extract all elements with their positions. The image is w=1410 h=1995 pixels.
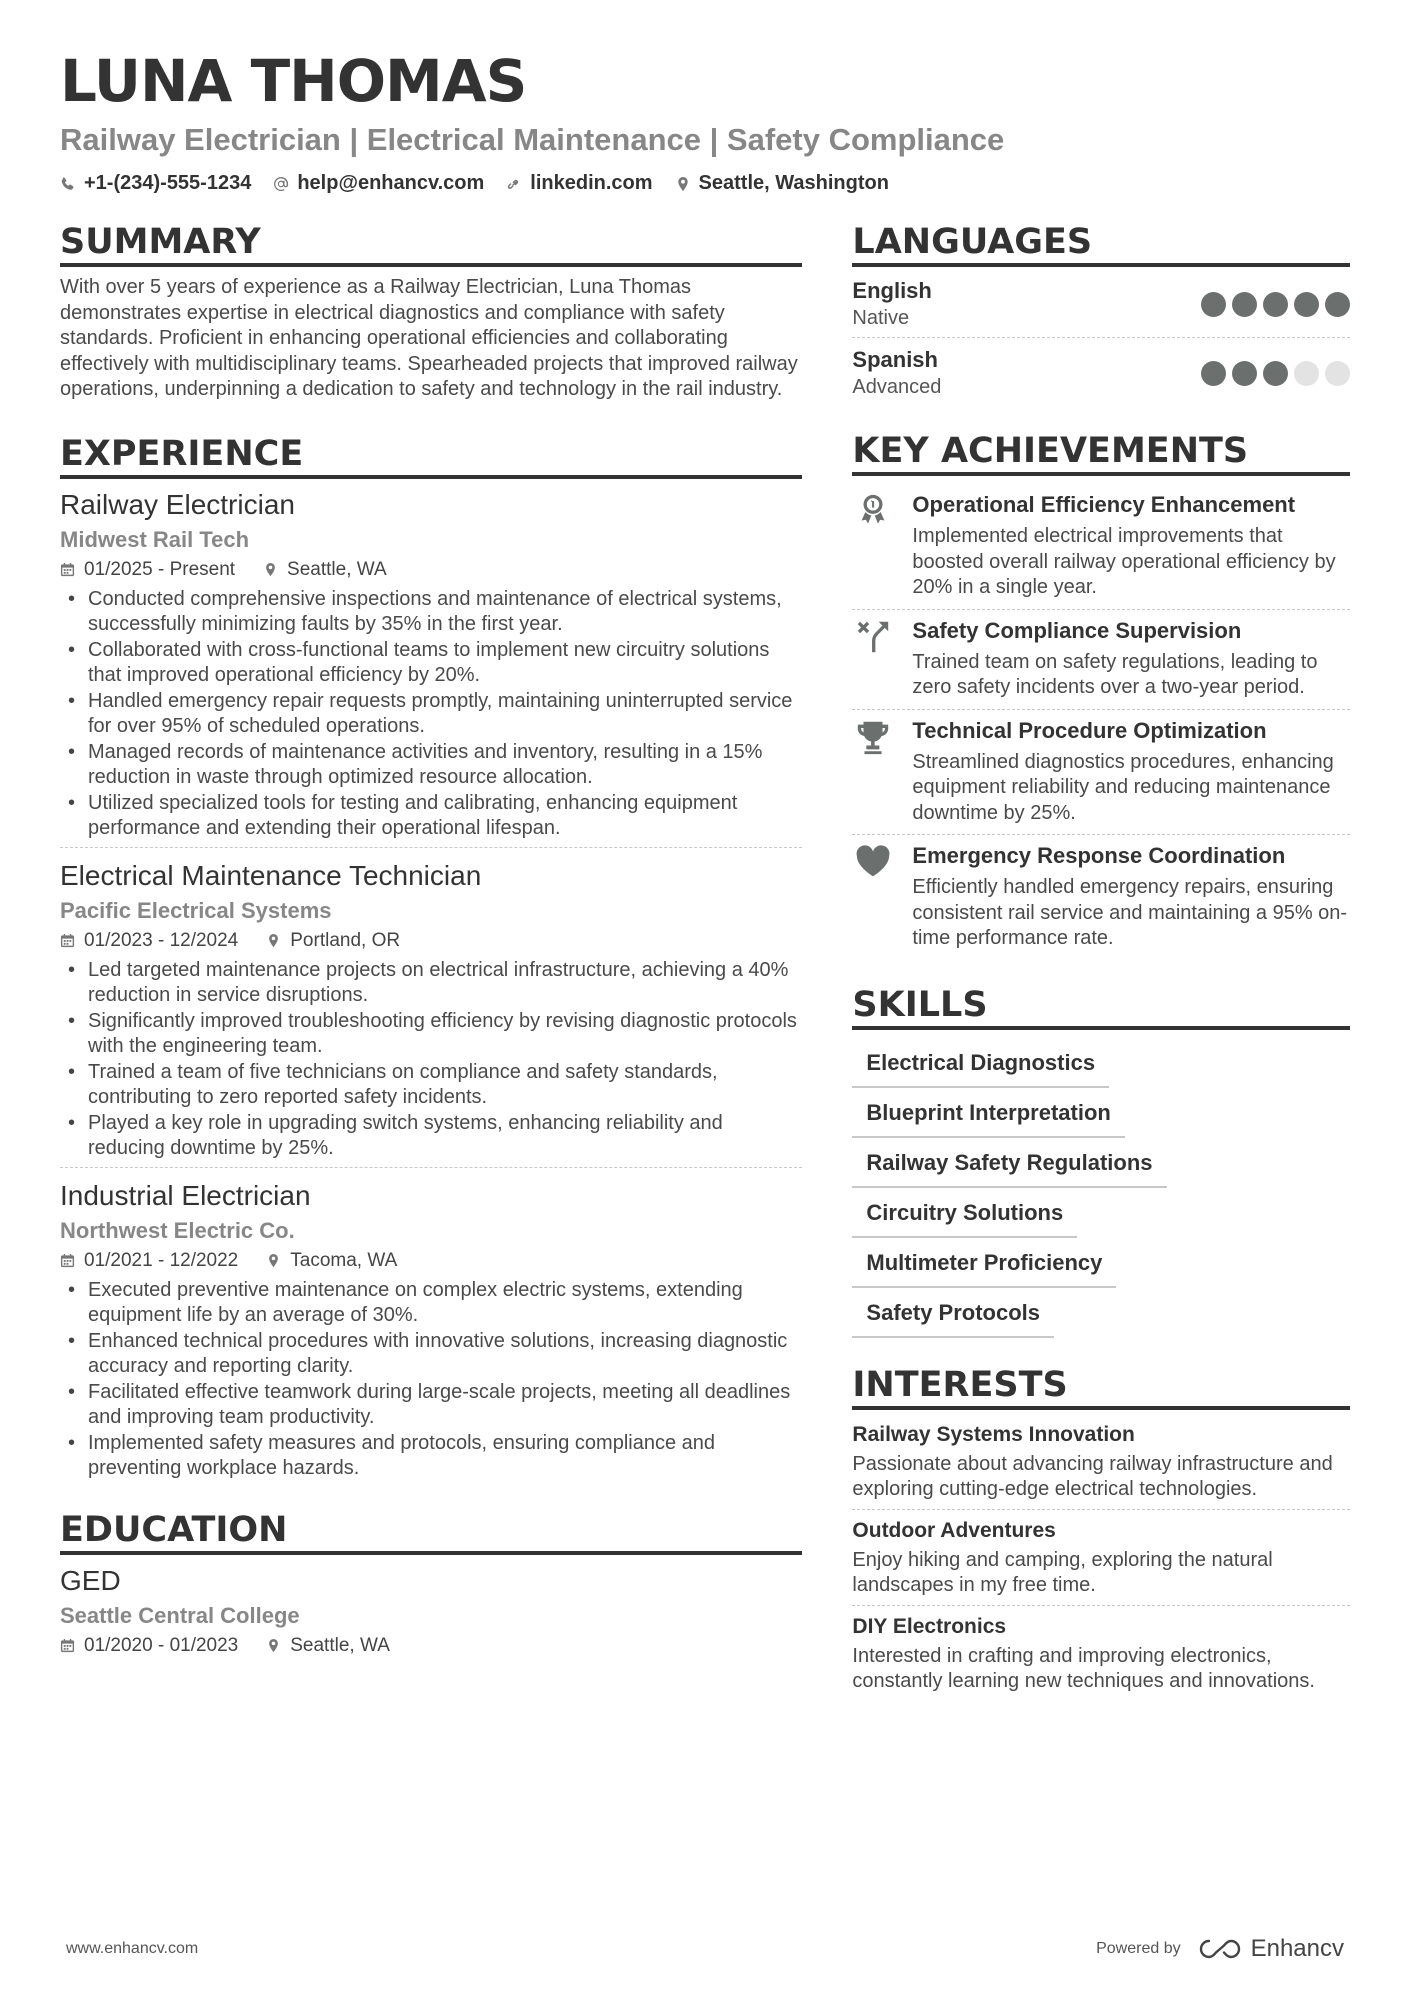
bullet-item: • Conducted comprehensive inspections and maintenance of electrical systems, successfully minimizing faults by 35% in the first year. [60, 587, 802, 638]
link-text: linkedin.com [530, 172, 653, 194]
achievement-item [852, 710, 1350, 836]
contact-email[interactable] [273, 172, 484, 195]
location-text: Seattle, Washington [698, 172, 889, 194]
language-rating [1201, 292, 1350, 317]
heart-icon [852, 841, 894, 952]
link-icon [506, 176, 522, 192]
rating-dot-empty [1325, 361, 1350, 386]
language-item [852, 344, 1350, 406]
languages-section [852, 221, 1350, 406]
skill-tag: Electrical Diagnostics [852, 1038, 1109, 1088]
languages-heading: LANGUAGES [852, 221, 1350, 267]
bullet-item: • Significantly improved troubleshooting efficiency by revising diagnostic protocols with the engineering team. [60, 1009, 802, 1060]
job-location-text: Tacoma, WA [290, 1249, 398, 1271]
interest-desc: Passionate about advancing railway infrastructure and exploring cutting-edge electrical technologies. [852, 1452, 1333, 1500]
bullet-item: • Managed records of maintenance activities and inventory, resulting in a 15% reduction in waste through optimized resource allocation. [60, 740, 802, 791]
job-dates [60, 1246, 238, 1276]
candidate-name: LUNA THOMAS [60, 47, 527, 115]
page-footer [66, 1935, 1344, 1963]
phone-text: +1-(234)-555-1234 [84, 172, 252, 194]
brand-logo[interactable] [1197, 1935, 1344, 1963]
bullet-item: • Played a key role in upgrading switch systems, enhancing reliability and reducing downtime by 25%. [60, 1111, 802, 1162]
job-meta [60, 926, 802, 956]
calendar-icon [60, 1253, 75, 1268]
job-location-text: Seattle, WA [287, 558, 387, 580]
bullet-item: • Handled emergency repair requests promptly, maintaining uninterrupted service for over 95% of scheduled operations. [60, 689, 802, 740]
bullet-item: • Executed preventive maintenance on complex electric systems, extending equipment life by an average of 30%. [60, 1278, 802, 1329]
interest-desc: Enjoy hiking and camping, exploring the natural landscapes in my free time. [852, 1548, 1273, 1596]
contact-location [675, 172, 889, 195]
job-meta [60, 1246, 802, 1276]
calendar-icon [60, 933, 75, 948]
job-bullets [60, 1278, 802, 1482]
school-name: Seattle Central College [60, 1602, 300, 1628]
education-dates-text: 01/2020 - 01/2023 [84, 1634, 239, 1656]
degree-name: GED [60, 1564, 121, 1596]
education-location-text: Seattle, WA [290, 1634, 390, 1656]
job-location [266, 926, 400, 956]
education-heading: EDUCATION [60, 1509, 802, 1555]
job-bullets [60, 587, 802, 842]
achievement-title: Technical Procedure Optimization [912, 717, 1267, 743]
job-entry [60, 858, 802, 1168]
bullet-item: • Utilized specialized tools for testing and calibrating, enhancing equipment performance and extending their operational lifespan. [60, 791, 802, 842]
summary-section [60, 221, 802, 403]
contact-phone[interactable] [60, 172, 251, 195]
job-dates-text: 01/2021 - 12/2022 [84, 1249, 239, 1271]
skills-list [852, 1038, 1350, 1338]
bullet-item: • Led targeted maintenance projects on electrical infrastructure, achieving a 40% reduction in service disruptions. [60, 958, 802, 1009]
summary-text: With over 5 years of experience as a Railway Electrician, Luna Thomas demonstrates expertise in electrical diagnostics and compliance with safety standards. Proficient in enhancing operational efficiencies and collaborating effectively with multidisciplinary teams. Spearheaded projects that improved railway operations, underpinning a dedication to safety and technology in the rail industry. [60, 276, 798, 400]
rating-dot-filled [1263, 361, 1288, 386]
left-column [60, 221, 802, 1705]
achievement-item [852, 835, 1350, 960]
resume-columns [60, 221, 1350, 1705]
achievement-item [852, 610, 1350, 710]
resume-header [60, 0, 1350, 195]
interest-title: Railway Systems Innovation [852, 1422, 1135, 1446]
rating-dot-filled [1232, 361, 1257, 386]
interest-desc: Interested in crafting and improving electronics, constantly learning new techniques and innovations. [852, 1644, 1315, 1692]
interest-item [852, 1610, 1350, 1701]
location-pin-icon [263, 562, 278, 577]
interests-section [852, 1364, 1350, 1701]
trophy-icon [852, 716, 894, 827]
achievement-item [852, 484, 1350, 610]
rating-dot-filled [1325, 292, 1350, 317]
job-dates [60, 926, 238, 956]
education-location [266, 1631, 390, 1661]
job-entry [60, 1178, 802, 1487]
calendar-icon [60, 1638, 75, 1653]
bullet-item: • Implemented safety measures and protocols, ensuring compliance and preventing workplace hazards. [60, 1431, 802, 1482]
rating-dot-filled [1201, 361, 1226, 386]
candidate-headline: Railway Electrician | Electrical Maintenance | Safety Compliance [60, 122, 1005, 157]
brand-name: Enhancv [1250, 1935, 1344, 1962]
enhancv-logo-icon [1197, 1937, 1243, 1961]
award-ribbon-icon [852, 490, 894, 601]
achievement-title: Safety Compliance Supervision [912, 617, 1242, 643]
achievement-desc: Implemented electrical improvements that boosted overall railway operational efficiency by 20% in a single year. [912, 525, 1336, 598]
achievements-section [852, 430, 1350, 960]
powered-by [1096, 1935, 1344, 1963]
company-name: Midwest Rail Tech [60, 526, 250, 552]
job-location [266, 1246, 397, 1276]
job-dates-text: 01/2023 - 12/2024 [84, 929, 239, 951]
experience-heading: EXPERIENCE [60, 433, 802, 479]
rating-dot-filled [1294, 292, 1319, 317]
bullet-item: • Facilitated effective teamwork during large-scale projects, meeting all deadlines and improving team productivity. [60, 1380, 802, 1431]
job-dates-text: 01/2025 - Present [84, 558, 236, 580]
language-level: Advanced [852, 376, 942, 398]
skill-tag: Blueprint Interpretation [852, 1088, 1124, 1138]
achievement-desc: Streamlined diagnostics procedures, enhancing equipment reliability and reducing maintenance downtime by 25%. [912, 750, 1334, 824]
powered-by-label: Powered by [1096, 1940, 1181, 1957]
skill-tag: Safety Protocols [852, 1288, 1054, 1338]
job-location [263, 555, 387, 585]
job-dates [60, 555, 235, 585]
rating-dot-empty [1294, 361, 1319, 386]
achievement-title: Operational Efficiency Enhancement [912, 492, 1296, 517]
skill-tag: Multimeter Proficiency [852, 1238, 1116, 1288]
company-name: Pacific Electrical Systems [60, 897, 332, 923]
interest-title: Outdoor Adventures [852, 1518, 1056, 1542]
skill-tag: Circuitry Solutions [852, 1188, 1077, 1238]
location-pin-icon [266, 933, 281, 948]
company-name: Northwest Electric Co. [60, 1217, 295, 1243]
right-column [852, 221, 1350, 1705]
job-location-text: Portland, OR [290, 929, 401, 951]
education-meta [60, 1631, 802, 1661]
education-dates [60, 1631, 238, 1661]
job-title: Railway Electrician [60, 488, 295, 520]
job-bullets [60, 958, 802, 1162]
skills-section [852, 984, 1350, 1338]
language-rating [1201, 361, 1350, 386]
rating-dot-filled [1263, 292, 1288, 317]
achievement-desc: Trained team on safety regulations, leading to zero safety incidents over a two-year period. [912, 650, 1318, 698]
summary-heading: SUMMARY [60, 221, 802, 267]
skills-heading: SKILLS [852, 984, 1350, 1030]
bullet-item: • Trained a team of five technicians on compliance and safety standards, contributing to zero reported safety incidents. [60, 1060, 802, 1111]
location-pin-icon [266, 1638, 281, 1653]
location-pin-icon [675, 176, 691, 192]
achievements-heading: KEY ACHIEVEMENTS [852, 430, 1350, 476]
achievement-title: Emergency Response Coordination [912, 843, 1286, 868]
email-text: help@enhancv.com [297, 172, 485, 194]
job-title: Industrial Electrician [60, 1179, 311, 1211]
location-pin-icon [266, 1253, 281, 1268]
interest-item [852, 1514, 1350, 1606]
rating-dot-filled [1232, 292, 1257, 317]
phone-icon [60, 176, 76, 192]
language-name: Spanish [852, 347, 938, 372]
footer-url[interactable]: www.enhancv.com [66, 1940, 199, 1957]
job-title: Electrical Maintenance Technician [60, 859, 482, 891]
achievement-desc: Efficiently handled emergency repairs, ensuring consistent rail service and maintaining a 95% on-time performance rate. [912, 876, 1348, 949]
language-item [852, 275, 1350, 338]
rating-dot-filled [1201, 292, 1226, 317]
interest-item [852, 1418, 1350, 1510]
at-sign-icon [273, 176, 289, 192]
job-meta [60, 555, 802, 585]
strategy-arrows-icon [852, 616, 894, 701]
language-name: English [852, 278, 932, 303]
calendar-icon [60, 562, 75, 577]
interests-heading: INTERESTS [852, 1364, 1350, 1410]
contact-link[interactable] [506, 172, 652, 195]
job-entry [60, 487, 802, 848]
contact-bar [60, 172, 1350, 195]
skill-tag: Railway Safety Regulations [852, 1138, 1166, 1188]
experience-section [60, 433, 802, 1487]
language-level: Native [852, 307, 910, 329]
interest-title: DIY Electronics [852, 1614, 1007, 1638]
bullet-item: • Collaborated with cross-functional teams to implement new circuitry solutions that improved operational efficiency by 20%. [60, 638, 802, 689]
education-section [60, 1509, 802, 1661]
bullet-item: • Enhanced technical procedures with innovative solutions, increasing diagnostic accuracy and reporting clarity. [60, 1329, 802, 1380]
